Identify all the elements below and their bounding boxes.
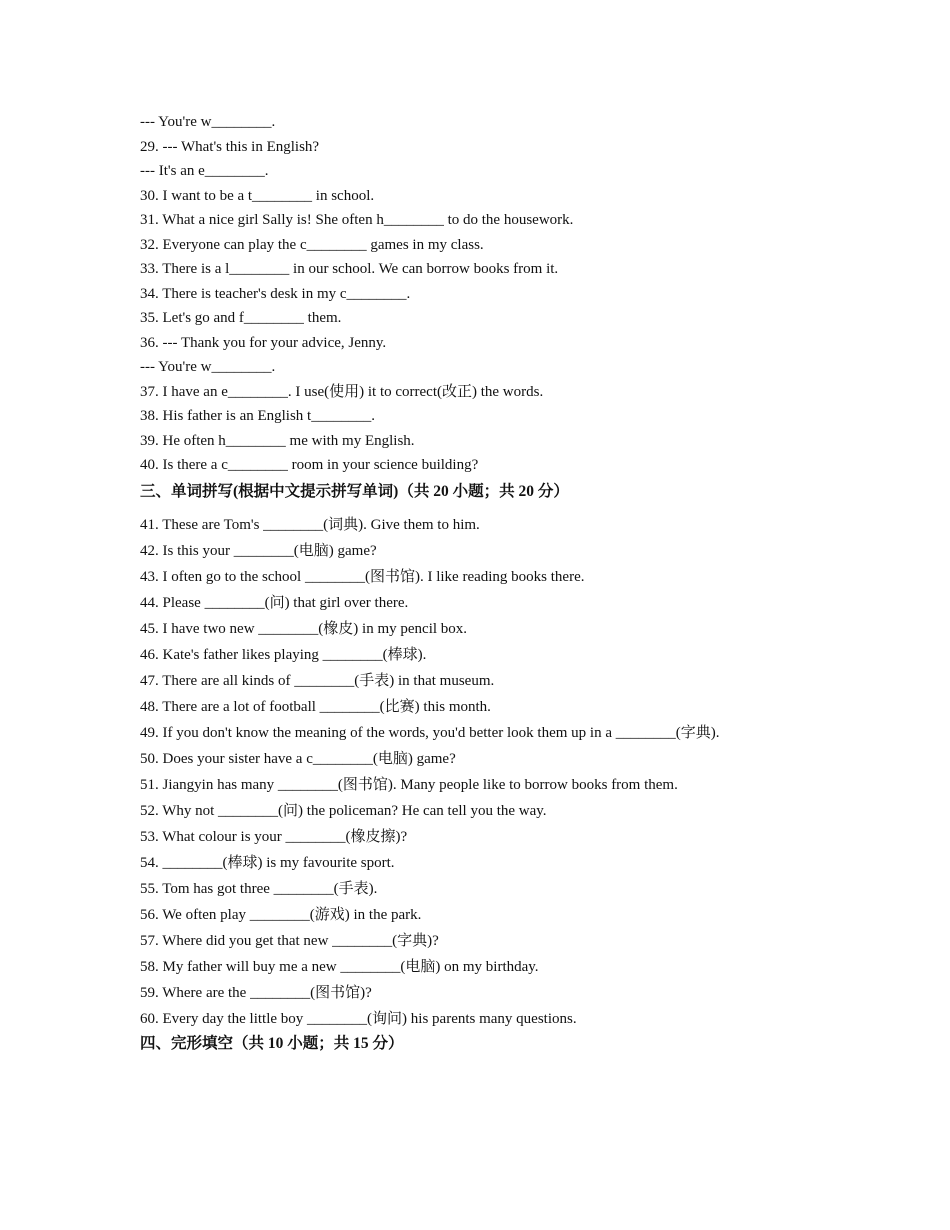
question-line: 38. His father is an English t________. — [140, 408, 375, 424]
question-line: 55. Tom has got three ________(手表). — [140, 881, 378, 897]
question-line: 45. I have two new ________(橡皮) in my pencil box. — [140, 621, 468, 637]
question-line: 52. Why not ________(问) the policeman? He can tell you the way. — [140, 803, 547, 819]
question-line: 48. There are a lot of football ________(比赛) this month. — [140, 699, 491, 715]
question-line: 31. What a nice girl Sally is! She often h________ to do the housework. — [140, 212, 574, 228]
question-line: 30. I want to be a t________ in school. — [140, 187, 375, 204]
question-line: 51. Jiangyin has many ________(图书馆). Many people like to borrow books from them. — [140, 777, 678, 793]
question-line: 49. If you don't know the meaning of the words, you'd better look them up in a ________(字典). — [140, 725, 720, 741]
question-line: 33. There is a l________ in our school. We can borrow books from it. — [140, 261, 559, 277]
question-line: 37. I have an e________. I use(使用) it to correct(改正) the words. — [140, 383, 544, 400]
question-list-section-2 — [140, 110, 900, 478]
question-line: --- You're w________. — [140, 359, 276, 375]
question-line: 56. We often play ________(游戏) in the park. — [140, 907, 422, 923]
question-line: 35. Let's go and f________ them. — [140, 310, 342, 326]
question-line: 50. Does your sister have a c________(电脑) game? — [140, 751, 456, 767]
question-line: 54. ________(棒球) is my favourite sport. — [140, 855, 395, 871]
question-line: 53. What colour is your ________(橡皮擦)? — [140, 829, 408, 845]
question-line: 32. Everyone can play the c________ games in my class. — [140, 236, 484, 253]
question-line: 40. Is there a c________ room in your science building? — [140, 457, 479, 473]
question-line: 46. Kate's father likes playing ________(棒球). — [140, 647, 427, 663]
question-line: --- You're w________. — [140, 114, 276, 130]
question-line: 43. I often go to the school ________(图书馆). I like reading books there. — [140, 569, 585, 585]
question-list-spelling — [140, 512, 900, 1032]
question-line: 34. There is teacher's desk in my c________. — [140, 285, 411, 302]
question-line: 58. My father will buy me a new ________(电脑) on my birthday. — [140, 959, 539, 975]
question-line: 42. Is this your ________(电脑) game? — [140, 543, 377, 559]
question-line: 59. Where are the ________(图书馆)? — [140, 985, 372, 1001]
question-line: 60. Every day the little boy ________(询问) his parents many questions. — [140, 1011, 577, 1027]
question-line: 57. Where did you get that new ________(字典)? — [140, 933, 439, 949]
question-line: --- It's an e________. — [140, 163, 269, 179]
question-line: 36. --- Thank you for your advice, Jenny. — [140, 334, 387, 351]
question-line: 41. These are Tom's ________(词典). Give them to him. — [140, 517, 480, 533]
question-line: 39. He often h________ me with my English. — [140, 432, 415, 449]
question-line: 29. --- What's this in English? — [140, 138, 320, 155]
section-heading-cloze: 四、完形填空（共 10 小题；共 15 分） — [140, 1035, 404, 1052]
question-line: 47. There are all kinds of ________(手表) in that museum. — [140, 673, 495, 689]
question-line: 44. Please ________(问) that girl over there. — [140, 595, 409, 611]
section-heading-spelling: 三、单词拼写(根据中文提示拼写单词)（共 20 小题；共 20 分） — [140, 483, 569, 500]
